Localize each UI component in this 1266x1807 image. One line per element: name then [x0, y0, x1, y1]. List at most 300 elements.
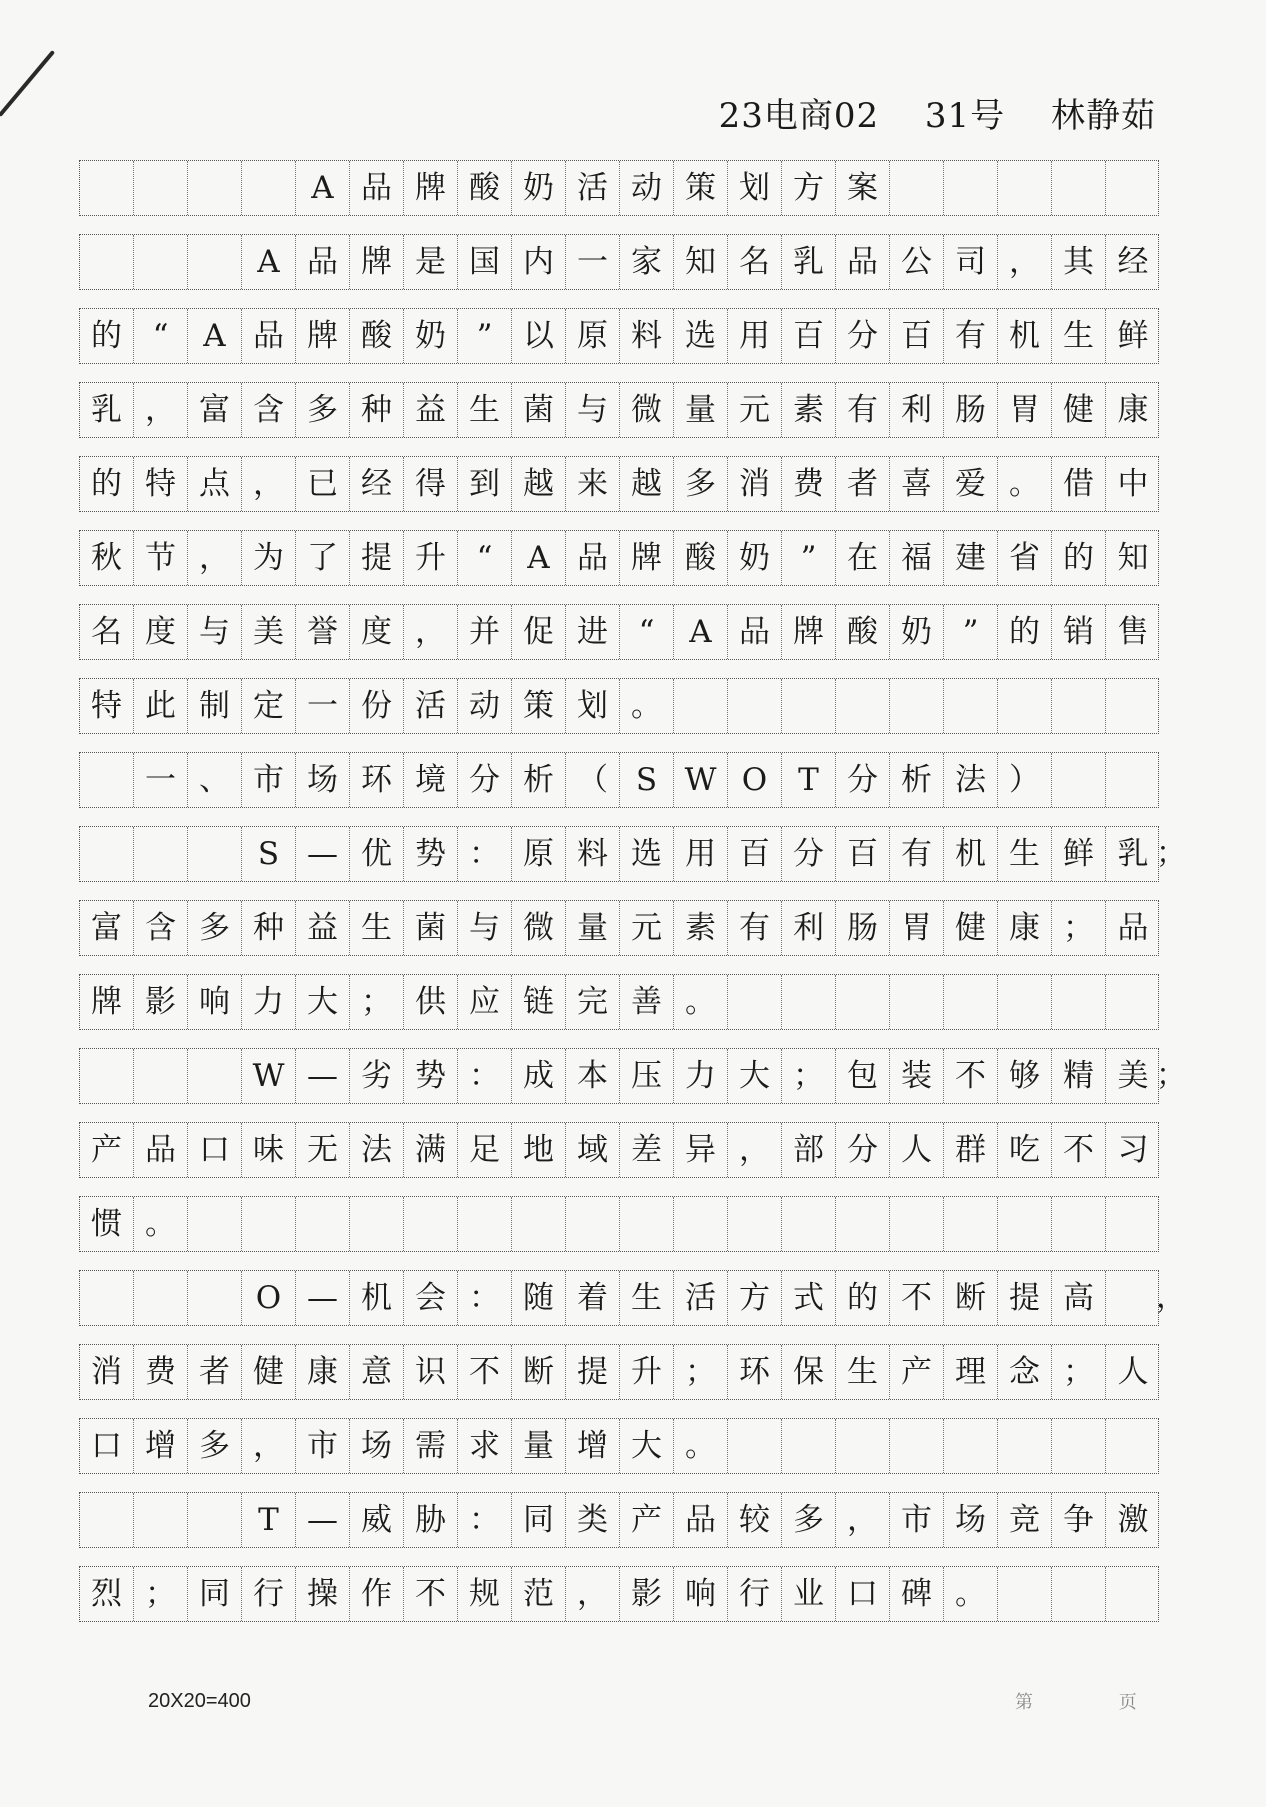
grid-cell: T	[782, 753, 836, 807]
grid-cell: 乳 ；	[1117, 835, 1186, 872]
grid-cell	[728, 679, 782, 733]
grid-cell: 的	[80, 457, 134, 511]
grid-cell	[836, 1197, 890, 1251]
grid-cell	[80, 1493, 134, 1547]
grid-cell: 来	[566, 457, 620, 511]
grid-cell: 奶	[404, 309, 458, 363]
grid-cell: 健	[242, 1345, 296, 1399]
grid-cell: 牌	[80, 975, 134, 1029]
grid-cell: 多	[674, 457, 728, 511]
grid-row	[79, 308, 1159, 364]
grid-cell: 元	[728, 383, 782, 437]
grid-cell: 的	[998, 605, 1052, 659]
grid-cell: 。	[998, 457, 1052, 511]
grid-cell: 福	[890, 531, 944, 585]
grid-cell: 含	[134, 901, 188, 955]
grid-cell	[1106, 1567, 1160, 1621]
grid-cell	[134, 1493, 188, 1547]
grid-cell: 人	[890, 1123, 944, 1177]
grid-cell: 识	[404, 1345, 458, 1399]
grid-cell	[1052, 753, 1106, 807]
grid-cell: 康	[1117, 391, 1149, 428]
grid-cell: S	[242, 827, 296, 881]
grid-cell: 善	[620, 975, 674, 1029]
grid-cell: 无	[296, 1123, 350, 1177]
grid-row	[79, 752, 1159, 808]
grid-cell	[944, 1197, 998, 1251]
grid-cell	[1106, 975, 1160, 1029]
grid-row	[79, 382, 1159, 438]
grid-cell: 市	[242, 753, 296, 807]
grid-cell: 装	[890, 1049, 944, 1103]
grid-cell: 。	[944, 1567, 998, 1621]
grid-cell: 美	[242, 605, 296, 659]
grid-row	[79, 1196, 1159, 1252]
grid-cell: 压	[620, 1049, 674, 1103]
grid-cell	[188, 1049, 242, 1103]
grid-cell: 意	[350, 1345, 404, 1399]
grid-cell: 用	[728, 309, 782, 363]
overflow-punctuation: ；	[1156, 836, 1186, 871]
grid-cell: ，	[404, 605, 458, 659]
grid-cell: 一	[134, 753, 188, 807]
grid-cell: 威	[350, 1493, 404, 1547]
grid-row	[79, 678, 1159, 734]
grid-cell: 菌	[512, 383, 566, 437]
grid-cell	[1052, 1567, 1106, 1621]
grid-cell: 动	[458, 679, 512, 733]
grid-cell: ，	[242, 1419, 296, 1473]
grid-cell: ，	[728, 1123, 782, 1177]
grid-cell: 味	[242, 1123, 296, 1177]
grid-cell: 提	[998, 1271, 1052, 1325]
grid-cell: 提	[566, 1345, 620, 1399]
grid-cell: 。	[134, 1197, 188, 1251]
grid-cell	[188, 161, 242, 215]
grid-cell: ，	[998, 235, 1052, 289]
grid-cell: ，	[134, 383, 188, 437]
grid-row	[79, 456, 1159, 512]
grid-cell	[1052, 1419, 1106, 1473]
grid-cell: 家	[620, 235, 674, 289]
grid-cell: 应	[458, 975, 512, 1029]
grid-cell: 势	[404, 1049, 458, 1103]
grid-cell	[1052, 975, 1106, 1029]
grid-cell: 响	[188, 975, 242, 1029]
grid-cell: 随	[512, 1271, 566, 1325]
grid-cell: 部	[782, 1123, 836, 1177]
grid-cell: 节	[134, 531, 188, 585]
grid-cell: 品	[674, 1493, 728, 1547]
grid-cell: ，	[242, 457, 296, 511]
grid-cell: 产	[620, 1493, 674, 1547]
grid-cell: 市	[890, 1493, 944, 1547]
grid-cell: 牌	[620, 531, 674, 585]
grid-cell: 烈	[80, 1567, 134, 1621]
grid-cell	[512, 1197, 566, 1251]
grid-cell: 奶	[728, 531, 782, 585]
grid-cell	[134, 827, 188, 881]
grid-cell	[1106, 1197, 1160, 1251]
grid-cell: 升	[620, 1345, 674, 1399]
grid-cell: “	[458, 531, 512, 585]
grid-cell: 建	[944, 531, 998, 585]
grid-cell: 选	[674, 309, 728, 363]
grid-cell: A	[674, 605, 728, 659]
grid-cell: 牌	[350, 235, 404, 289]
grid-cell: 行	[242, 1567, 296, 1621]
grid-cell: 分	[836, 309, 890, 363]
grid-cell: 惯	[80, 1197, 134, 1251]
grid-cell	[80, 1271, 134, 1325]
grid-cell: 品	[134, 1123, 188, 1177]
grid-cell: 到	[458, 457, 512, 511]
grid-cell	[782, 1197, 836, 1251]
grid-cell: ：	[458, 1049, 512, 1103]
grid-cell: 分	[782, 827, 836, 881]
grid-cell: 境	[404, 753, 458, 807]
grid-cell: ：	[458, 1493, 512, 1547]
grid-cell: 场	[296, 753, 350, 807]
grid-cell: 司	[944, 235, 998, 289]
grid-cell	[1052, 1197, 1106, 1251]
grid-cell: 有	[890, 827, 944, 881]
grid-cell	[188, 1271, 242, 1325]
grid-cell: 。	[620, 679, 674, 733]
grid-cell: 析	[890, 753, 944, 807]
grid-cell	[404, 1197, 458, 1251]
grid-cell: ，	[836, 1493, 890, 1547]
grid-cell: S	[620, 753, 674, 807]
grid-cell: 利	[782, 901, 836, 955]
grid-cell	[80, 827, 134, 881]
grid-cell: 有	[944, 309, 998, 363]
grid-cell: 微	[512, 901, 566, 955]
grid-cell	[80, 753, 134, 807]
grid-cell: 销	[1052, 605, 1106, 659]
grid-cell: 酸	[350, 309, 404, 363]
grid-cell: 口	[836, 1567, 890, 1621]
grid-cell: 中	[1117, 465, 1149, 502]
grid-cell: 不	[890, 1271, 944, 1325]
grid-cell: 量	[512, 1419, 566, 1473]
grid-cell	[728, 1419, 782, 1473]
grid-cell: 高	[1052, 1271, 1106, 1325]
grid-cell: 机	[998, 309, 1052, 363]
grid-cell: 制	[188, 679, 242, 733]
grid-cell: “	[620, 605, 674, 659]
grid-cell	[890, 1197, 944, 1251]
grid-cell: 消	[80, 1345, 134, 1399]
grid-cell: 费	[134, 1345, 188, 1399]
grid-cell: 特	[134, 457, 188, 511]
grid-cell	[188, 1197, 242, 1251]
grid-cell	[458, 1197, 512, 1251]
grid-cell: A	[296, 161, 350, 215]
grid-cell: 份	[350, 679, 404, 733]
grid-cell: 人	[1117, 1353, 1149, 1390]
grid-cell: 费	[782, 457, 836, 511]
grid-cell: 优	[350, 827, 404, 881]
grid-row	[79, 234, 1159, 290]
grid-cell	[134, 1049, 188, 1103]
grid-cell: 断	[944, 1271, 998, 1325]
grid-cell: 力	[242, 975, 296, 1029]
grid-cell: 念	[998, 1345, 1052, 1399]
grid-cell: 满	[404, 1123, 458, 1177]
grid-cell: 乳	[80, 383, 134, 437]
grid-cell: 动	[620, 161, 674, 215]
grid-cell	[350, 1197, 404, 1251]
grid-cell: 生	[1052, 309, 1106, 363]
grid-cell: 势	[404, 827, 458, 881]
grid-cell: 名	[80, 605, 134, 659]
grid-cell: 知	[674, 235, 728, 289]
grid-cell	[998, 1567, 1052, 1621]
grid-cell: —	[296, 1049, 350, 1103]
grid-cell: 者	[188, 1345, 242, 1399]
grid-cell: 同	[512, 1493, 566, 1547]
grid-cell: 活	[674, 1271, 728, 1325]
grid-cell: ；	[674, 1345, 728, 1399]
grid-cell: 劣	[350, 1049, 404, 1103]
overflow-punctuation: ；	[1156, 1058, 1186, 1093]
grid-row	[79, 160, 1159, 216]
grid-row	[79, 1566, 1159, 1622]
grid-cell: 用	[674, 827, 728, 881]
grid-cell: 析	[512, 753, 566, 807]
grid-cell: 品	[242, 309, 296, 363]
grid-cell: O	[728, 753, 782, 807]
grid-cell: 影	[134, 975, 188, 1029]
grid-cell: 的	[836, 1271, 890, 1325]
grid-cell	[998, 975, 1052, 1029]
grid-cell: 场	[944, 1493, 998, 1547]
grid-cell	[188, 1493, 242, 1547]
grid-cell: 习	[1117, 1131, 1149, 1168]
grid-cell	[890, 1419, 944, 1473]
grid-cell: 划	[566, 679, 620, 733]
grid-cell: W	[674, 753, 728, 807]
grid-cell: 案	[836, 161, 890, 215]
grid-cell: 进	[566, 605, 620, 659]
grid-cell: O	[242, 1271, 296, 1325]
grid-cell: 生	[350, 901, 404, 955]
grid-cell	[782, 679, 836, 733]
grid-cell: 市	[296, 1419, 350, 1473]
grid-cell: 会	[404, 1271, 458, 1325]
grid-cell: 不	[458, 1345, 512, 1399]
grid-cell: 成	[512, 1049, 566, 1103]
grid-cell	[134, 235, 188, 289]
grid-cell: ”	[944, 605, 998, 659]
grid-cell	[998, 1197, 1052, 1251]
grid-cell: 规	[458, 1567, 512, 1621]
grid-cell: 增	[566, 1419, 620, 1473]
grid-row	[79, 604, 1159, 660]
grid-cell	[1052, 679, 1106, 733]
grid-cell: 定	[242, 679, 296, 733]
grid-cell: 生	[620, 1271, 674, 1325]
grid-cell: 分	[836, 753, 890, 807]
grid-cell	[1106, 161, 1160, 215]
grid-cell: 与	[566, 383, 620, 437]
student-number: 31号	[924, 96, 1006, 136]
grid-cell: ；	[134, 1567, 188, 1621]
grid-cell: 名	[728, 235, 782, 289]
grid-cell: 素	[782, 383, 836, 437]
grid-cell: 不	[404, 1567, 458, 1621]
grid-cell	[566, 1197, 620, 1251]
grid-cell: 产	[890, 1345, 944, 1399]
grid-cell	[242, 161, 296, 215]
grid-cell: 种	[242, 901, 296, 955]
grid-cell: 多	[296, 383, 350, 437]
grid-cell: 有	[728, 901, 782, 955]
student-name: 林静茹	[1051, 96, 1156, 136]
grid-cell: 一	[296, 679, 350, 733]
grid-row	[79, 1344, 1159, 1400]
grid-cell: 多	[188, 901, 242, 955]
grid-cell: 异	[674, 1123, 728, 1177]
grid-cell: 量	[674, 383, 728, 437]
grid-cell: 不	[944, 1049, 998, 1103]
grid-cell	[80, 235, 134, 289]
grid-cell: 百	[728, 827, 782, 881]
grid-cell: 量	[566, 901, 620, 955]
grid-cell: ；	[350, 975, 404, 1029]
grid-cell: 微	[620, 383, 674, 437]
grid-cell: 内	[512, 235, 566, 289]
grid-cell: 本	[566, 1049, 620, 1103]
grid-cell: 健	[944, 901, 998, 955]
grid-cell: 环	[728, 1345, 782, 1399]
grid-cell: 富	[80, 901, 134, 955]
grid-cell: 业	[782, 1567, 836, 1621]
grid-cell: 域	[566, 1123, 620, 1177]
grid-cell	[296, 1197, 350, 1251]
grid-cell	[1106, 1271, 1186, 1325]
grid-cell: 类	[566, 1493, 620, 1547]
grid-cell	[1106, 753, 1160, 807]
grid-cell: 誉	[296, 605, 350, 659]
grid-cell: W	[242, 1049, 296, 1103]
grid-cell: 度	[350, 605, 404, 659]
grid-cell: 种	[350, 383, 404, 437]
grid-cell: 差	[620, 1123, 674, 1177]
grid-cell: 特	[80, 679, 134, 733]
grid-cell: 激	[1117, 1501, 1149, 1538]
pen-stroke-mark	[0, 50, 55, 117]
grid-cell: 点	[188, 457, 242, 511]
page-number-label: 第 页	[1015, 1692, 1177, 1713]
grid-cell: 与	[458, 901, 512, 955]
grid-cell	[782, 975, 836, 1029]
grid-cell: 健	[1052, 383, 1106, 437]
grid-cell: 精	[1052, 1049, 1106, 1103]
grid-cell: 法	[350, 1123, 404, 1177]
grid-cell: 方	[782, 161, 836, 215]
grid-cell	[944, 679, 998, 733]
grid-cell: 口	[188, 1123, 242, 1177]
grid-cell: 酸	[674, 531, 728, 585]
grid-row	[79, 1418, 1159, 1474]
grid-cell: 行	[728, 1567, 782, 1621]
grid-cell	[944, 161, 998, 215]
grid-cell	[890, 679, 944, 733]
grid-cell: 肠	[836, 901, 890, 955]
grid-cell: 素	[674, 901, 728, 955]
grid-cell: 链	[512, 975, 566, 1029]
grid-cell: 吃	[998, 1123, 1052, 1177]
grid-cell: 机	[350, 1271, 404, 1325]
grid-cell: 消	[728, 457, 782, 511]
grid-cell: 益	[404, 383, 458, 437]
grid-row	[79, 1122, 1159, 1178]
grid-cell: 品	[350, 161, 404, 215]
grid-cell	[80, 161, 134, 215]
grid-cell: 鲜	[1052, 827, 1106, 881]
grid-cell: 得	[404, 457, 458, 511]
grid-cell: 奶	[890, 605, 944, 659]
student-header	[685, 88, 1156, 137]
grid-cell: 需	[404, 1419, 458, 1473]
grid-cell	[782, 1419, 836, 1473]
grid-cell: 活	[566, 161, 620, 215]
grid-cell: ；	[1052, 901, 1106, 955]
grid-cell: 售	[1117, 613, 1149, 650]
grid-cell: 品	[836, 235, 890, 289]
grid-cell	[728, 975, 782, 1029]
grid-cell: ：	[458, 827, 512, 881]
grid-cell	[674, 679, 728, 733]
grid-cell	[242, 1197, 296, 1251]
grid-cell	[836, 975, 890, 1029]
grid-cell: 品	[296, 235, 350, 289]
grid-cell: 大	[296, 975, 350, 1029]
grid-cell: ；	[1052, 1345, 1106, 1399]
grid-cell: 碑	[890, 1567, 944, 1621]
grid-cell: 并	[458, 605, 512, 659]
grid-row	[79, 1270, 1186, 1326]
grid-cell: 酸	[836, 605, 890, 659]
grid-row	[79, 974, 1159, 1030]
grid-cell: 借	[1052, 457, 1106, 511]
grid-cell: 一	[566, 235, 620, 289]
grid-cell: 争	[1052, 1493, 1106, 1547]
grid-cell: 经	[1117, 243, 1149, 280]
grid-cell	[998, 1419, 1052, 1473]
grid-row	[79, 1492, 1159, 1548]
grid-cell: 胃	[890, 901, 944, 955]
grid-cell	[944, 1419, 998, 1473]
grid-cell: 作	[350, 1567, 404, 1621]
grid-cell: 康	[998, 901, 1052, 955]
grid-cell: 场	[350, 1419, 404, 1473]
grid-cell: 方	[728, 1271, 782, 1325]
grid-cell: 喜	[890, 457, 944, 511]
grid-cell: 促	[512, 605, 566, 659]
grid-cell: 元	[620, 901, 674, 955]
grid-cell: 公	[890, 235, 944, 289]
grid-cell: 够	[998, 1049, 1052, 1103]
grid-cell: 式	[782, 1271, 836, 1325]
grid-cell: 响	[674, 1567, 728, 1621]
grid-cell: 爱	[944, 457, 998, 511]
grid-cell: 生	[458, 383, 512, 437]
grid-cell: 富	[188, 383, 242, 437]
grid-cell: 百	[890, 309, 944, 363]
